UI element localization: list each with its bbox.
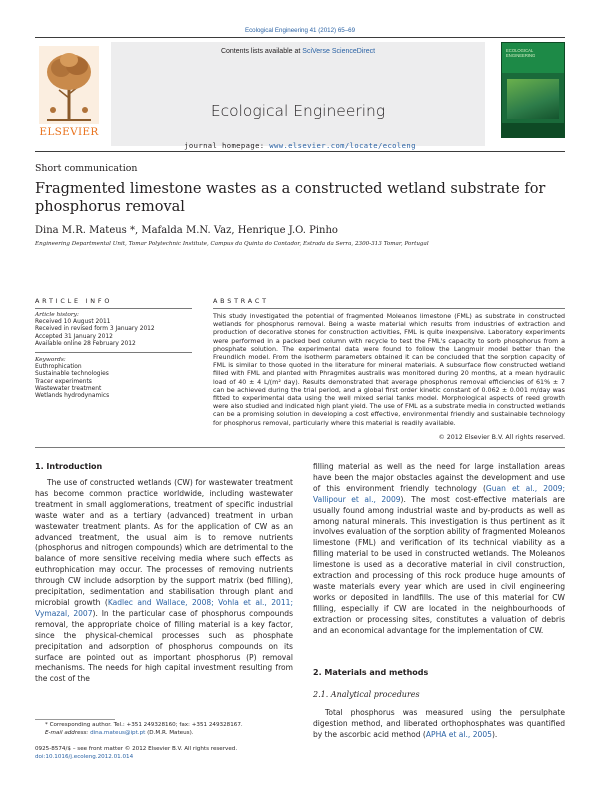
footnote-email (45, 730, 295, 738)
divider (35, 352, 192, 353)
intro-text: filling material as well as the need for large installation areas have been the major obstacles against the development and use of this environment friendly technology ( (313, 462, 565, 493)
email-suffix: (D.M.R. Mateus). (145, 730, 194, 736)
intro-text: The use of constructed wetlands (CW) for wastewater treatment has become common practice worldwide, including wastewater treatment in small agglomerations, treatment of specific industrial waste water and as a tertiary (advanced) treatment in urban wastewater treatment plants. As for the application of CW as an advanced treatment, the usual aim is to remove nutrients (phosphorus and nitrogen compounds) which are detrimental to the balance of more sensitive receiving media where such effects as euthrophication may occur. The processes of removing nutrients through CW include adsorption by the support matrix (bed filling), precipitation, sedimentation and stabilisation through plant and microbial growth ( (35, 478, 293, 607)
banner-center (111, 42, 485, 150)
article-title: Fragmented limestone wastes as a constructed wetland substrate for phosphorus removal (35, 181, 546, 215)
publisher-logo (35, 44, 103, 144)
keywords-list (35, 364, 195, 400)
email-label: E-mail address: (45, 730, 91, 736)
sciencedirect-link[interactable]: SciVerse ScienceDirect (302, 48, 376, 55)
footnote-divider (35, 719, 115, 720)
divider (35, 308, 192, 309)
keyword: Wastewater treatment (35, 385, 102, 392)
homepage-link[interactable]: www.elsevier.com/locate/ecoleng (269, 141, 416, 150)
article-info-heading: ARTICLE INFO (35, 297, 113, 305)
introduction-heading: 1. Introduction (35, 462, 103, 471)
citation-link[interactable]: APHA et al., 2005 (425, 729, 492, 739)
intro-text: ). In the particular case of phosphorus compounds removal, the appropriate choice of filling material is a key factor, since the physical-chemical processes such as phosphate precipitation and adsorption of phosphorus compounds on its surface are pointed out as important phosphorus (P) removal mechanisms. The needs for high capital investment resulting from the cost of the (35, 608, 293, 684)
contents-prefix: Contents lists available at (220, 48, 303, 55)
abstract-heading: ABSTRACT (213, 297, 269, 305)
history-item: Available online 28 February 2012 (35, 340, 136, 347)
abstract-text: This study investigated the potential of fragmented Moleanos limestone (FML) as substrate in constructed wetlands for phosphorus removal. Being a waste material which results from industries of extraction and production of decorative stones for construction activities, FML is quite inexpensive. Laboratory experiments were performed in a packed bed column with recycle to test the FML's capacity to sorb phosphorus from a phosphate solution. The experimental data were found to follow the Langmuir model better than the Freundlich model. From the isotherm parameters obtained it can be concluded that the sorption capacity of FML is similar to those quoted in the literature for mineral materials. A subsurface flow constructed wetland filled with FML and planted with Phragmites australis was monitored during 20 months, at a mean hydraulic load of 40 ± 4 L/(m² day). Results demonstrated that average phosphorus removal efficiencies of 61% ± 7 can be achieved during the trial period, and a global first order kinetic constant of 0.062 ± 0.001 m/day was fitted to experimental data using the well mixed serial tanks model. Morphological aspects of reed growth were also studied and indicated high plant yield. The use of FML as a substrate media in constructed wetlands can be a promising solution in developing a cost effective, environmental friendly and sustainable technology for phosphorus removal, particularly where this material is readily available. (213, 313, 565, 427)
history-item: Accepted 31 January 2012 (35, 333, 113, 340)
citation-link[interactable]: Guan et al., 2009; Vallipour et al., 2009 (313, 483, 565, 504)
intro-paragraph-continued (313, 462, 565, 637)
divider (35, 447, 565, 448)
citation-link[interactable]: Kadlec and Wallace, 2008; Vohla et al., 2011; Vymazal, 2007 (35, 597, 294, 618)
history-item: Received in revised form 3 January 2012 (35, 326, 155, 333)
article-type: Short communication (35, 163, 138, 174)
keyword: Wetlands hydrodynamics (35, 393, 110, 400)
keyword: Tracer experiments (35, 378, 92, 385)
divider (213, 308, 565, 309)
methods-text: Total phosphorus was measured using the persulphate digestion method, and liberated orthophosphates was quantified by the ascorbic acid method ( (313, 708, 565, 739)
doi-link[interactable]: doi:10.1016/j.ecoleng.2012.01.014 (35, 754, 134, 760)
keyword: Euthrophication (35, 364, 82, 370)
keyword: Sustainable technologies (35, 371, 109, 378)
history-list (35, 319, 195, 348)
journal-title: Ecological Engineering (210, 102, 386, 120)
email-link[interactable]: dina.mateus@ipt.pt (90, 730, 146, 736)
article-affiliation: Engineering Departmental Unit, Tomar Polytechnic Institute, Campus da Quinta do Contador, Estrada da Serra, 2300-313 Tomar, Portugal (35, 241, 429, 247)
elsevier-tree-icon (39, 46, 99, 124)
elsevier-wordmark: ELSEVIER (39, 126, 99, 138)
journal-cover-image (501, 42, 565, 138)
keywords-label: Keywords: (35, 357, 66, 363)
methods-heading: 2. Materials and methods (313, 668, 429, 677)
analytical-subheading: 2.1. Analytical procedures (313, 690, 420, 699)
intro-paragraph (35, 478, 293, 685)
homepage-prefix: journal homepage: (184, 141, 270, 150)
contents-line (111, 48, 485, 55)
journal-homepage (35, 141, 565, 150)
history-item: Received 10 August 2011 (35, 319, 111, 325)
cover-title: ECOLOGICAL ENGINEERING (506, 48, 536, 58)
methods-paragraph (313, 708, 565, 741)
footnote-corresponding: * Corresponding author. Tel.: +351 249328160; fax: +351 249328167. (45, 722, 243, 728)
article-authors: Dina M.R. Mateus *, Mafalda M.N. Vaz, Henrique J.O. Pinho (35, 225, 338, 236)
history-label: Article history: (35, 312, 79, 318)
issn-line: 0925-8574/$ – see front matter © 2012 Elsevier B.V. All rights reserved. (35, 746, 238, 752)
journal-banner (35, 37, 565, 152)
methods-text: ). (491, 729, 498, 739)
intro-text: ). The most cost-effective materials are usually found among industrial waste and by-products as well as among natural minerals. This investigation is thus pertinent as it involves evaluation of the sorption ability of fragmented Moleanos limestone (FML) and verification of its technical viability as a filling material to be used in constructed wetlands. The Moleanos limestone is used as a decorative material in civil construction, extraction and processing of this rock produce huge amounts of waste materials every year which are used in civil engineering works or deposited in landfills. The use of this material for CW filling, especially if CW are located in the neighbourhoods of extraction or processing sites, constitutes a valuation of debris and an economical advantage for the implementation of CW. (313, 494, 565, 635)
copyright-notice: © 2012 Elsevier B.V. All rights reserved. (438, 434, 565, 441)
journal-reference[interactable]: Ecological Engineering 41 (2012) 65–69 (244, 27, 356, 34)
